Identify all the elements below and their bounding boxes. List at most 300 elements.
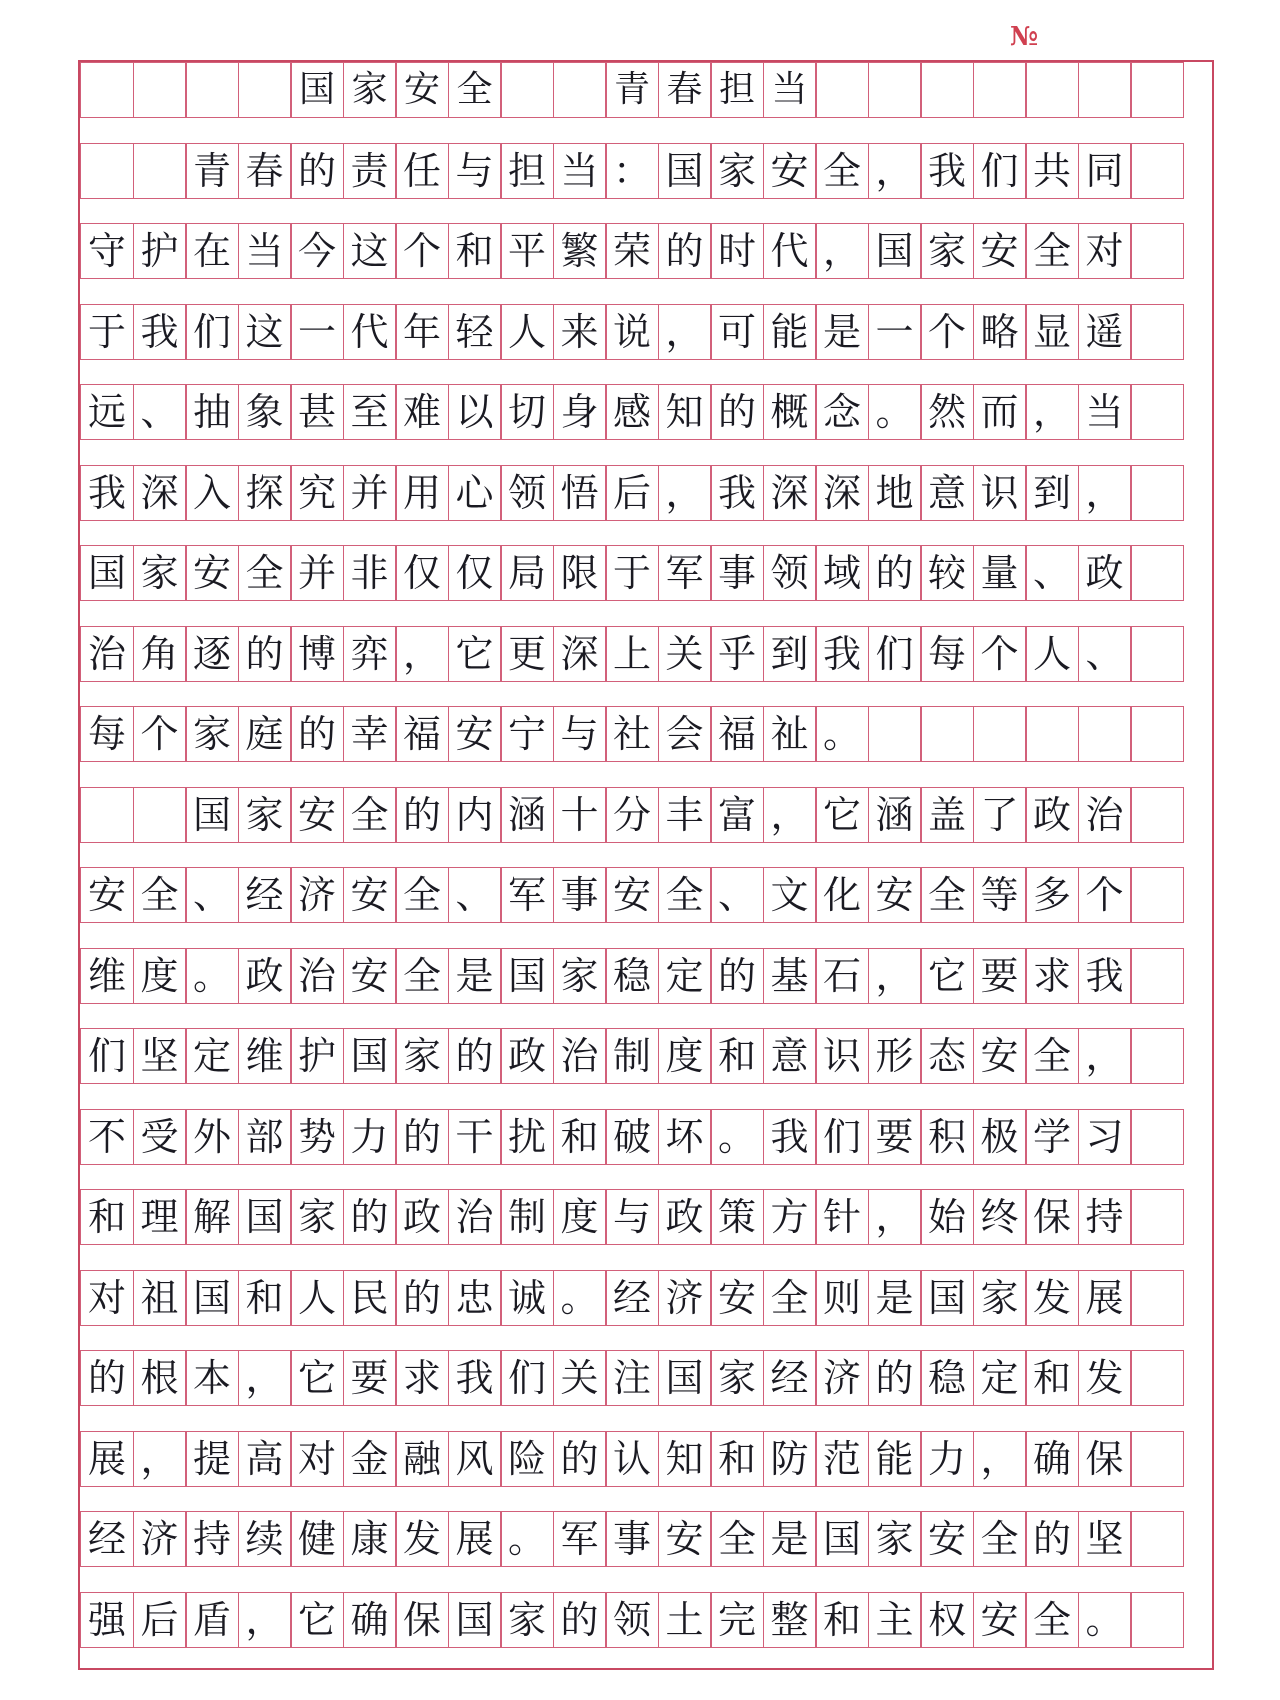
char-cell <box>1130 545 1184 601</box>
char-cell: 全 <box>973 1511 1027 1567</box>
char-cell: 识 <box>815 1028 869 1084</box>
char-cell: 习 <box>1078 1109 1132 1165</box>
char-cell: 意 <box>920 465 974 521</box>
essay-row <box>80 304 1214 360</box>
char-cell: 们 <box>973 143 1027 199</box>
char-cell: 了 <box>973 787 1027 843</box>
char-cell: 关 <box>658 626 712 682</box>
essay-row <box>80 1028 1214 1084</box>
char-cell: 的 <box>395 787 449 843</box>
char-cell: 上 <box>605 626 659 682</box>
char-cell: 领 <box>763 545 817 601</box>
char-cell: 护 <box>290 1028 344 1084</box>
char-cell: 念 <box>815 384 869 440</box>
char-cell: 、 <box>710 867 764 923</box>
char-cell: 限 <box>553 545 607 601</box>
char-cell: 知 <box>658 1431 712 1487</box>
char-cell: 持 <box>185 1511 239 1567</box>
char-cell: 们 <box>80 1028 134 1084</box>
char-cell: 。 <box>1078 1592 1132 1648</box>
char-cell: 政 <box>658 1189 712 1245</box>
char-cell: 、 <box>185 867 239 923</box>
char-cell: 力 <box>343 1109 397 1165</box>
char-cell <box>1130 1109 1184 1165</box>
char-cell: 并 <box>290 545 344 601</box>
char-cell: 极 <box>973 1109 1027 1165</box>
char-cell: 根 <box>133 1350 187 1406</box>
char-cell: 宁 <box>500 706 554 762</box>
char-cell: 我 <box>1078 948 1132 1004</box>
char-cell: 它 <box>290 1350 344 1406</box>
char-cell: 安 <box>343 948 397 1004</box>
char-cell: 化 <box>815 867 869 923</box>
char-cell: 续 <box>238 1511 292 1567</box>
char-cell: 同 <box>1078 143 1132 199</box>
char-cell: 。 <box>710 1109 764 1165</box>
char-cell: 在 <box>185 223 239 279</box>
char-cell: 和 <box>553 1109 607 1165</box>
char-cell: 坚 <box>1078 1511 1132 1567</box>
char-cell: 难 <box>395 384 449 440</box>
char-cell: 全 <box>1025 1028 1079 1084</box>
char-cell: 定 <box>658 948 712 1004</box>
char-cell: 内 <box>448 787 502 843</box>
char-cell: 们 <box>868 626 922 682</box>
char-cell: 度 <box>658 1028 712 1084</box>
char-cell: 全 <box>1025 223 1079 279</box>
char-cell: 繁 <box>553 223 607 279</box>
char-cell: 今 <box>290 223 344 279</box>
char-cell: 安 <box>290 787 344 843</box>
char-cell <box>868 706 922 762</box>
char-cell: 安 <box>920 1511 974 1567</box>
char-cell: 它 <box>920 948 974 1004</box>
essay-row <box>80 1109 1214 1165</box>
char-cell: 与 <box>605 1189 659 1245</box>
grid-border <box>78 60 1214 1670</box>
char-cell: 石 <box>815 948 869 1004</box>
char-cell: ， <box>868 948 922 1004</box>
char-cell: 终 <box>973 1189 1027 1245</box>
char-cell: 我 <box>763 1109 817 1165</box>
char-cell: 对 <box>290 1431 344 1487</box>
char-cell: 。 <box>185 948 239 1004</box>
char-cell: 安 <box>448 706 502 762</box>
char-cell: 仅 <box>448 545 502 601</box>
char-cell: 要 <box>343 1350 397 1406</box>
char-cell: 这 <box>238 304 292 360</box>
char-cell: 定 <box>973 1350 1027 1406</box>
char-cell: 部 <box>238 1109 292 1165</box>
char-cell: 然 <box>920 384 974 440</box>
char-cell: 注 <box>605 1350 659 1406</box>
char-cell: 家 <box>553 948 607 1004</box>
char-cell: 政 <box>238 948 292 1004</box>
char-cell: 我 <box>133 304 187 360</box>
char-cell: 的 <box>343 1189 397 1245</box>
char-cell: 经 <box>80 1511 134 1567</box>
char-cell: 与 <box>553 706 607 762</box>
char-cell: 祖 <box>133 1270 187 1326</box>
char-cell: 个 <box>133 706 187 762</box>
char-cell: 领 <box>500 465 554 521</box>
char-cell: 是 <box>763 1511 817 1567</box>
char-cell: 说 <box>605 304 659 360</box>
char-cell: ： <box>605 143 659 199</box>
char-cell: 们 <box>185 304 239 360</box>
char-cell: ， <box>815 223 869 279</box>
char-cell: ， <box>658 304 712 360</box>
char-cell <box>1025 706 1079 762</box>
char-cell: 角 <box>133 626 187 682</box>
char-cell: 到 <box>763 626 817 682</box>
char-cell: 福 <box>710 706 764 762</box>
char-cell: 的 <box>1025 1511 1079 1567</box>
char-cell: 量 <box>973 545 1027 601</box>
char-cell: 深 <box>133 465 187 521</box>
char-cell: 身 <box>553 384 607 440</box>
char-cell: 每 <box>80 706 134 762</box>
char-cell: 国 <box>185 787 239 843</box>
char-cell: 象 <box>238 384 292 440</box>
char-cell: 维 <box>80 948 134 1004</box>
char-cell: ， <box>1078 1028 1132 1084</box>
title-char-cell: 当 <box>763 62 817 118</box>
title-char-cell <box>868 62 922 118</box>
char-cell: 权 <box>920 1592 974 1648</box>
char-cell: 的 <box>290 143 344 199</box>
char-cell: 的 <box>238 626 292 682</box>
char-cell <box>1130 867 1184 923</box>
char-cell: 域 <box>815 545 869 601</box>
char-cell: 土 <box>658 1592 712 1648</box>
title-char-cell <box>553 62 607 118</box>
char-cell: 意 <box>763 1028 817 1084</box>
char-cell: 学 <box>1025 1109 1079 1165</box>
char-cell <box>1130 787 1184 843</box>
char-cell: 干 <box>448 1109 502 1165</box>
char-cell: 制 <box>500 1189 554 1245</box>
char-cell: 积 <box>920 1109 974 1165</box>
essay-row <box>80 1270 1214 1326</box>
char-cell <box>1130 384 1184 440</box>
char-cell: 全 <box>815 143 869 199</box>
char-cell: 济 <box>658 1270 712 1326</box>
char-cell: 完 <box>710 1592 764 1648</box>
char-cell: 。 <box>815 706 869 762</box>
char-cell: 个 <box>395 223 449 279</box>
char-cell: 破 <box>605 1109 659 1165</box>
char-cell: 任 <box>395 143 449 199</box>
char-cell: 以 <box>448 384 502 440</box>
char-cell: 代 <box>763 223 817 279</box>
char-cell: 治 <box>80 626 134 682</box>
char-cell: 当 <box>1078 384 1132 440</box>
title-char-cell: 家 <box>343 62 397 118</box>
title-char-cell: 青 <box>605 62 659 118</box>
char-cell: 范 <box>815 1431 869 1487</box>
char-cell: 庭 <box>238 706 292 762</box>
title-row <box>80 62 1214 118</box>
char-cell: 涵 <box>868 787 922 843</box>
char-cell: 治 <box>553 1028 607 1084</box>
char-cell <box>133 143 187 199</box>
char-cell: 国 <box>920 1270 974 1326</box>
sheet-number-mark: № <box>1010 22 1039 52</box>
char-cell: 国 <box>658 143 712 199</box>
char-cell: 抽 <box>185 384 239 440</box>
char-cell: 它 <box>815 787 869 843</box>
char-cell: 与 <box>448 143 502 199</box>
char-cell <box>1130 304 1184 360</box>
char-cell: 的 <box>658 223 712 279</box>
char-cell: 军 <box>553 1511 607 1567</box>
title-char-cell: 全 <box>448 62 502 118</box>
char-cell: 家 <box>290 1189 344 1245</box>
char-cell: 扰 <box>500 1109 554 1165</box>
title-char-cell <box>500 62 554 118</box>
char-cell: 于 <box>605 545 659 601</box>
char-cell: 感 <box>605 384 659 440</box>
char-cell: 和 <box>1025 1350 1079 1406</box>
char-cell: 知 <box>658 384 712 440</box>
char-cell: 政 <box>1025 787 1079 843</box>
char-cell: 涵 <box>500 787 554 843</box>
char-cell: 国 <box>343 1028 397 1084</box>
char-cell: 深 <box>815 465 869 521</box>
char-cell: 家 <box>868 1511 922 1567</box>
title-char-cell <box>80 62 134 118</box>
char-cell: 全 <box>395 948 449 1004</box>
title-char-cell <box>920 62 974 118</box>
char-cell: 对 <box>80 1270 134 1326</box>
char-cell: 策 <box>710 1189 764 1245</box>
char-cell: 当 <box>553 143 607 199</box>
char-cell: 护 <box>133 223 187 279</box>
title-char-cell: 担 <box>710 62 764 118</box>
char-cell: 是 <box>868 1270 922 1326</box>
char-cell: 风 <box>448 1431 502 1487</box>
char-cell: 态 <box>920 1028 974 1084</box>
char-cell: 远 <box>80 384 134 440</box>
essay-row <box>80 1592 1214 1648</box>
char-cell: 、 <box>1025 545 1079 601</box>
char-cell: 担 <box>500 143 554 199</box>
char-cell: 较 <box>920 545 974 601</box>
char-cell: 全 <box>920 867 974 923</box>
char-cell: 、 <box>448 867 502 923</box>
char-cell: 局 <box>500 545 554 601</box>
char-cell: 坚 <box>133 1028 187 1084</box>
char-cell: 理 <box>133 1189 187 1245</box>
char-cell: 我 <box>710 465 764 521</box>
char-cell: 究 <box>290 465 344 521</box>
char-cell: ， <box>395 626 449 682</box>
char-cell <box>1130 1350 1184 1406</box>
char-cell: 安 <box>605 867 659 923</box>
title-char-cell: 安 <box>395 62 449 118</box>
char-cell <box>1130 1270 1184 1326</box>
char-cell: 当 <box>238 223 292 279</box>
char-cell: 经 <box>763 1350 817 1406</box>
essay-row <box>80 1431 1214 1487</box>
title-char-cell <box>1078 62 1132 118</box>
char-cell: 安 <box>868 867 922 923</box>
char-cell: 用 <box>395 465 449 521</box>
char-cell: 康 <box>343 1511 397 1567</box>
char-cell: 的 <box>868 1350 922 1406</box>
char-cell: 概 <box>763 384 817 440</box>
char-cell: 能 <box>868 1431 922 1487</box>
char-cell <box>1130 948 1184 1004</box>
char-cell: 和 <box>448 223 502 279</box>
char-cell: 个 <box>1078 867 1132 923</box>
char-cell: 安 <box>343 867 397 923</box>
char-cell: 度 <box>133 948 187 1004</box>
char-cell: 求 <box>395 1350 449 1406</box>
char-cell: 青 <box>185 143 239 199</box>
char-cell: 仅 <box>395 545 449 601</box>
char-cell: 事 <box>605 1511 659 1567</box>
char-cell: 们 <box>500 1350 554 1406</box>
char-cell: 国 <box>80 545 134 601</box>
char-cell: 济 <box>133 1511 187 1567</box>
char-cell: 人 <box>1025 626 1079 682</box>
title-char-cell <box>1025 62 1079 118</box>
char-cell: 展 <box>80 1431 134 1487</box>
char-cell: 政 <box>500 1028 554 1084</box>
char-cell: 全 <box>658 867 712 923</box>
char-cell: 国 <box>658 1350 712 1406</box>
title-char-cell <box>238 62 292 118</box>
char-cell: 军 <box>658 545 712 601</box>
char-cell: 家 <box>710 1350 764 1406</box>
char-cell: 代 <box>343 304 397 360</box>
char-cell: 家 <box>920 223 974 279</box>
char-cell: 它 <box>448 626 502 682</box>
char-cell: 深 <box>553 626 607 682</box>
char-cell: 悟 <box>553 465 607 521</box>
char-cell: 维 <box>238 1028 292 1084</box>
char-cell: 人 <box>500 304 554 360</box>
char-cell: 的 <box>710 384 764 440</box>
char-cell: 国 <box>238 1189 292 1245</box>
char-cell: 针 <box>815 1189 869 1245</box>
char-cell <box>1130 626 1184 682</box>
char-cell: 于 <box>80 304 134 360</box>
char-cell: 的 <box>868 545 922 601</box>
char-cell: 祉 <box>763 706 817 762</box>
char-cell: 解 <box>185 1189 239 1245</box>
char-cell: ， <box>238 1350 292 1406</box>
char-cell: 健 <box>290 1511 344 1567</box>
char-cell: 则 <box>815 1270 869 1326</box>
char-cell: 识 <box>973 465 1027 521</box>
char-cell: 不 <box>80 1109 134 1165</box>
char-cell: ， <box>238 1592 292 1648</box>
char-cell: ， <box>658 465 712 521</box>
char-cell: ， <box>1078 465 1132 521</box>
char-cell: 文 <box>763 867 817 923</box>
char-cell: 坏 <box>658 1109 712 1165</box>
char-cell: 富 <box>710 787 764 843</box>
char-cell: 全 <box>1025 1592 1079 1648</box>
char-cell: 弈 <box>343 626 397 682</box>
char-cell: 略 <box>973 304 1027 360</box>
char-cell: 人 <box>290 1270 344 1326</box>
char-cell: 求 <box>1025 948 1079 1004</box>
char-cell: 和 <box>710 1431 764 1487</box>
char-cell: 保 <box>1025 1189 1079 1245</box>
char-cell: 年 <box>395 304 449 360</box>
char-cell: 金 <box>343 1431 397 1487</box>
char-cell: 认 <box>605 1431 659 1487</box>
essay-row <box>80 545 1214 601</box>
char-cell: 经 <box>605 1270 659 1326</box>
char-cell: 一 <box>868 304 922 360</box>
char-cell: 切 <box>500 384 554 440</box>
char-cell: 全 <box>343 787 397 843</box>
char-cell: 安 <box>80 867 134 923</box>
char-cell: 家 <box>185 706 239 762</box>
char-cell: 形 <box>868 1028 922 1084</box>
char-cell: 到 <box>1025 465 1079 521</box>
char-cell: 事 <box>710 545 764 601</box>
char-cell <box>1130 1189 1184 1245</box>
char-cell: 确 <box>343 1592 397 1648</box>
char-cell: 全 <box>710 1511 764 1567</box>
title-char-cell: 国 <box>290 62 344 118</box>
char-cell: 稳 <box>605 948 659 1004</box>
char-cell: 荣 <box>605 223 659 279</box>
char-cell: 一 <box>290 304 344 360</box>
char-cell: 至 <box>343 384 397 440</box>
char-cell: 主 <box>868 1592 922 1648</box>
char-cell: 会 <box>658 706 712 762</box>
char-cell: 探 <box>238 465 292 521</box>
char-cell: 国 <box>815 1511 869 1567</box>
char-cell: 外 <box>185 1109 239 1165</box>
char-cell: 家 <box>133 545 187 601</box>
char-cell: 对 <box>1078 223 1132 279</box>
char-cell: 后 <box>133 1592 187 1648</box>
title-char-cell <box>185 62 239 118</box>
char-cell: ， <box>1025 384 1079 440</box>
char-cell: 是 <box>815 304 869 360</box>
char-cell: 基 <box>763 948 817 1004</box>
char-cell: 幸 <box>343 706 397 762</box>
char-cell: 治 <box>448 1189 502 1245</box>
char-cell: 共 <box>1025 143 1079 199</box>
char-cell <box>920 706 974 762</box>
char-cell: 。 <box>868 384 922 440</box>
char-cell: 整 <box>763 1592 817 1648</box>
char-cell: 力 <box>920 1431 974 1487</box>
char-cell: 春 <box>238 143 292 199</box>
char-cell: 责 <box>343 143 397 199</box>
char-cell: 全 <box>133 867 187 923</box>
char-cell: 个 <box>920 304 974 360</box>
char-cell: 发 <box>1078 1350 1132 1406</box>
char-cell <box>80 787 134 843</box>
char-cell: 军 <box>500 867 554 923</box>
char-cell: 深 <box>763 465 817 521</box>
char-cell: 发 <box>395 1511 449 1567</box>
char-cell: 并 <box>343 465 397 521</box>
essay-row <box>80 867 1214 923</box>
char-cell: 的 <box>710 948 764 1004</box>
char-cell: 领 <box>605 1592 659 1648</box>
